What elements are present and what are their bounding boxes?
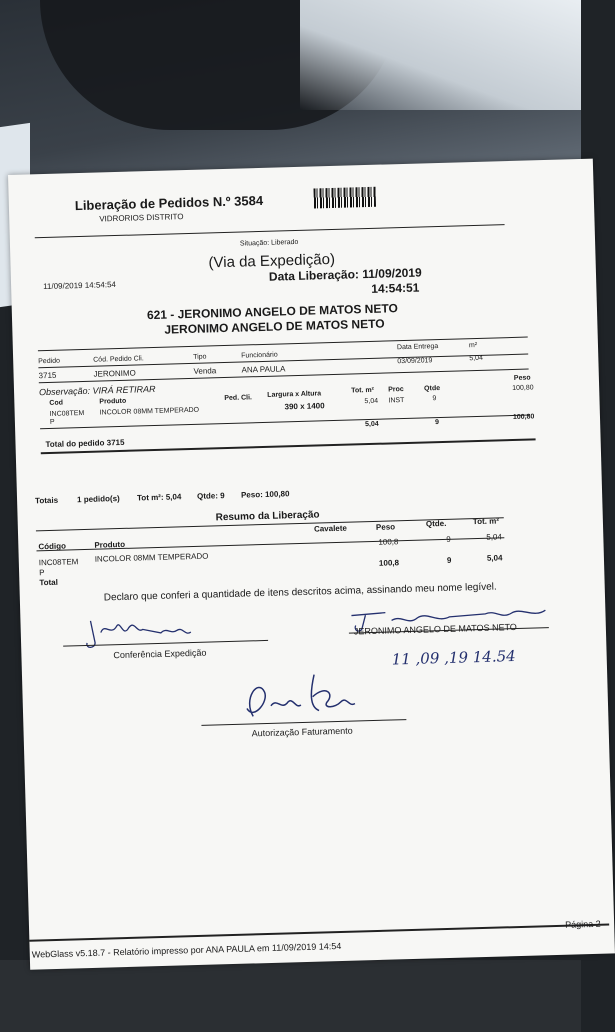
item-col-cod: Cod xyxy=(49,399,64,407)
footer-report: WebGlass v5.18.7 - Relatório impresso por ANA PAULA em 11/09/2019 14:54 xyxy=(31,940,342,960)
col-cod-pedido: Cód. Pedido Cli. xyxy=(93,355,144,364)
cliente-name: JERONIMO ANGELO DE MATOS NETO xyxy=(353,621,517,637)
resumo-total-qtde: 9 xyxy=(446,555,452,565)
totais-pedidos: 1 pedido(s) xyxy=(76,494,120,505)
client-line2: JERONIMO ANGELO DE MATOS NETO xyxy=(164,316,385,337)
resumo-col-qtde: Qtde. xyxy=(425,518,447,529)
resumo-total-tot-m2: 5,04 xyxy=(486,553,503,563)
item-produto: INCOLOR 08MM TEMPERADO xyxy=(99,406,200,417)
tipo-value: Venda xyxy=(193,366,217,376)
col-tipo: Tipo xyxy=(193,353,207,361)
col-funcionario: Funcionário xyxy=(241,351,278,360)
observacao: Observação: VIRÁ RETIRAR xyxy=(38,383,156,398)
item-qtde: 9 xyxy=(432,395,437,403)
item-col-ped-cli: Ped. Cli. xyxy=(224,394,253,403)
situacao-text: Situação: Liberado xyxy=(239,238,299,248)
resumo-codigo-suffix: P xyxy=(38,568,45,578)
totais-peso: Peso: 100,80 xyxy=(240,489,290,500)
divider xyxy=(38,337,528,352)
resumo-codigo: INC08TEM xyxy=(38,557,79,568)
via-title: (Via da Expedição) xyxy=(208,250,336,272)
data-liberacao: Data Liberação: 11/09/2019 xyxy=(268,265,422,284)
client-line1: 621 - JERONIMO ANGELO DE MATOS NETO xyxy=(146,301,399,323)
col-pedido: Pedido xyxy=(38,357,61,366)
resumo-col-peso: Peso xyxy=(375,522,396,532)
item-peso: 100,80 xyxy=(512,384,534,393)
totais-label: Totais xyxy=(34,495,59,506)
data-entrega-value: 03/09/2019 xyxy=(397,357,433,366)
subtotal-peso: 100,80 xyxy=(512,413,535,421)
item-col-proc: Proc xyxy=(388,386,404,394)
pedido-value: 3715 xyxy=(38,370,57,381)
item-col-produto: Produto xyxy=(99,397,127,406)
item-col-qtde: Qtde xyxy=(424,385,441,393)
totais-m2: Tot m²: 5,04 xyxy=(136,492,182,503)
item-col-tot-m2: Tot. m² xyxy=(351,386,375,395)
resumo-col-codigo: Código xyxy=(38,541,67,552)
resumo-total-peso: 100,8 xyxy=(378,558,400,568)
background-bottom xyxy=(0,960,581,1032)
resumo-title: Resumo da Liberação xyxy=(215,509,320,524)
item-col-peso: Peso xyxy=(513,374,531,382)
autorizacao-label: Autorização Faturamento xyxy=(251,725,353,739)
item-dims: 390 x 1400 xyxy=(284,401,325,412)
totais-qtde: Qtde: 9 xyxy=(196,491,225,501)
document-page xyxy=(8,159,615,970)
resumo-peso: 100,8 xyxy=(378,537,399,547)
print-datetime: 11/09/2019 14:54:54 xyxy=(43,280,117,292)
resumo-col-cavalete: Cavalete xyxy=(313,523,348,534)
item-col-dims: Largura x Altura xyxy=(267,390,322,399)
item-tot-m2: 5,04 xyxy=(364,397,379,406)
resumo-produto: INCOLOR 08MM TEMPERADO xyxy=(94,551,209,564)
signature-conferencia xyxy=(70,609,221,653)
divider xyxy=(35,224,505,238)
funcionario-value: ANA PAULA xyxy=(241,364,286,375)
document-title: Liberação de Pedidos N.º 3584 xyxy=(74,192,264,214)
hora-liberacao: 14:54:51 xyxy=(371,280,420,296)
footer-page: Página 2 xyxy=(565,918,601,930)
resumo-total-label: Total xyxy=(39,577,59,588)
item-proc: INST xyxy=(388,397,405,405)
resumo-tot-m2: 5,04 xyxy=(486,532,502,542)
subtotal-m2: 5,04 xyxy=(365,420,379,429)
item-cod-suffix: P xyxy=(49,418,55,426)
company-name: VIDRORIOS DISTRITO xyxy=(99,212,184,224)
item-cod: INC08TEM xyxy=(49,409,85,418)
resumo-col-tot-m2: Tot. m² xyxy=(472,516,500,527)
conferencia-label: Conferência Expedição xyxy=(113,647,207,661)
resumo-qtde: 9 xyxy=(446,534,451,544)
total-pedido: Total do pedido 3715 xyxy=(45,437,125,450)
handwritten-date: 11 ,09 ,19 14.54 xyxy=(391,647,516,669)
col-m2: m² xyxy=(468,341,478,350)
background-light xyxy=(300,0,581,110)
m2-value: 5,04 xyxy=(469,354,484,363)
barcode xyxy=(313,187,376,209)
col-data-entrega: Data Entrega xyxy=(396,343,439,352)
divider xyxy=(40,415,530,430)
footer-divider xyxy=(29,924,609,942)
resumo-col-produto: Produto xyxy=(94,539,126,550)
declaration-text: Declaro que conferi a quantidade de itens descritos acima, assinando meu nome legível. xyxy=(103,581,497,604)
subtotal-qtde: 9 xyxy=(434,419,440,427)
cod-pedido-value: JERONIMO xyxy=(93,368,136,379)
